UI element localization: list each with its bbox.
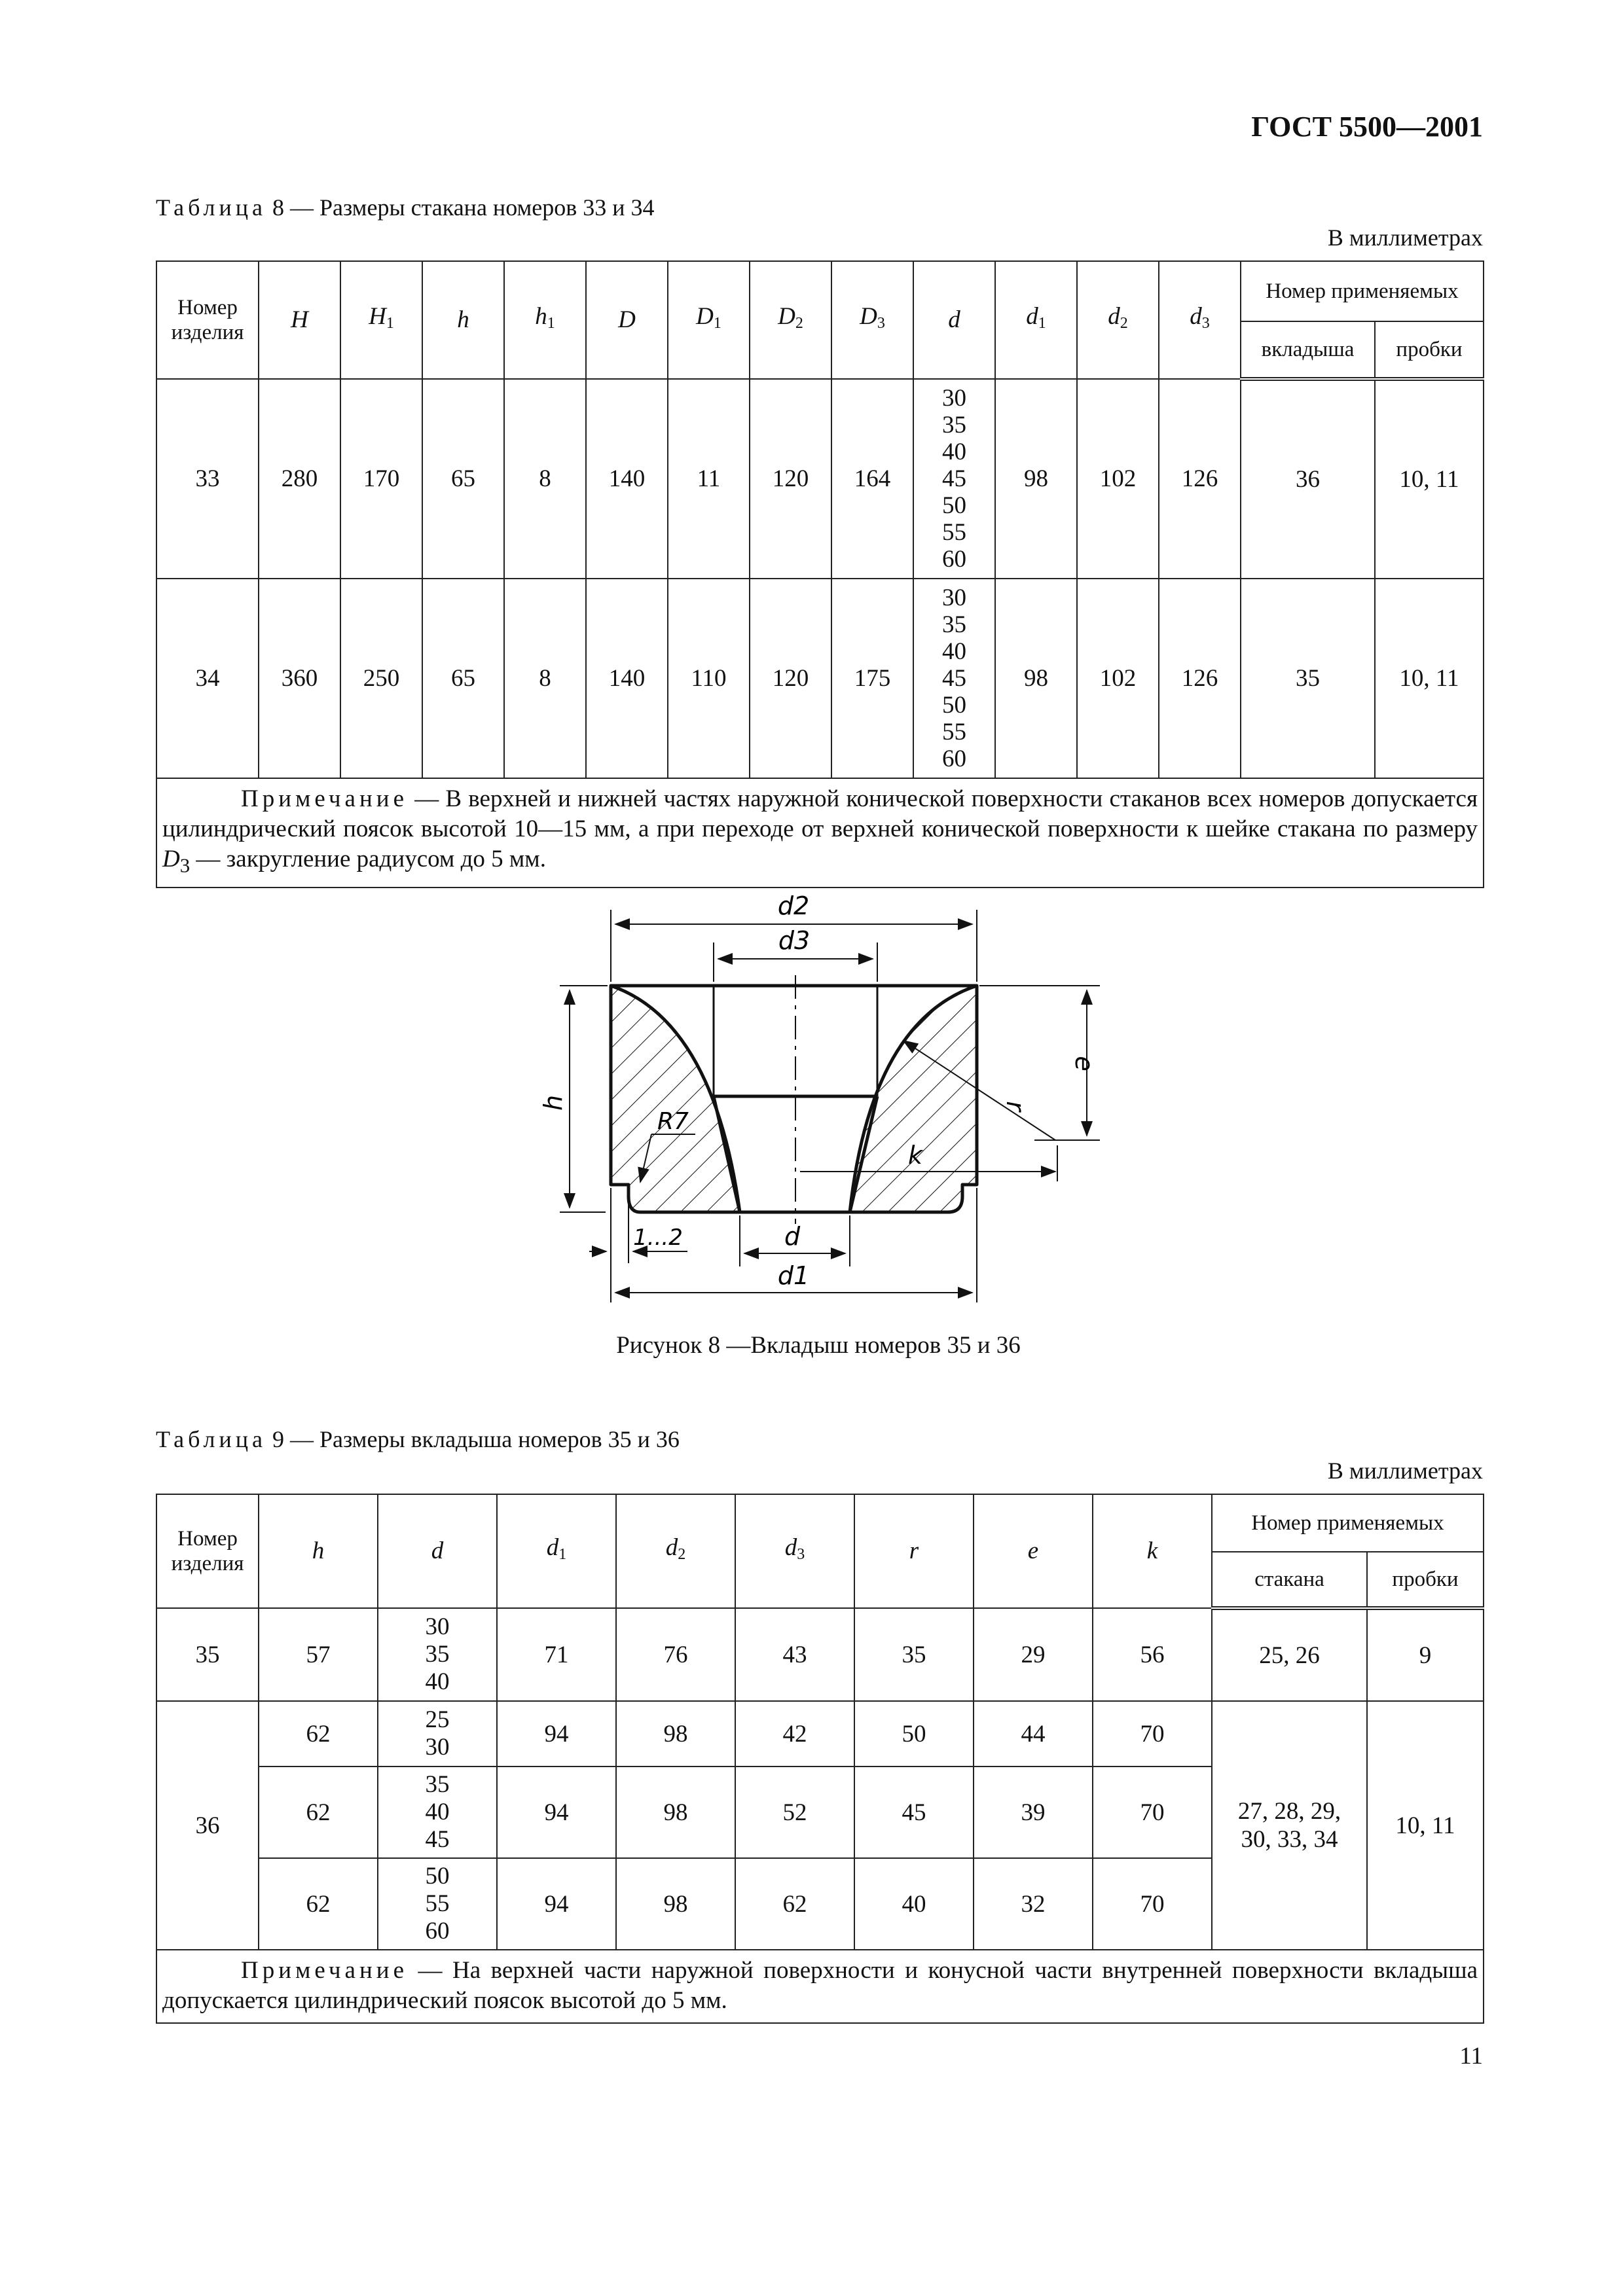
standard-designation: ГОСТ 5500—2001 [1251,111,1483,143]
table8-cell-d3: 126 [1159,379,1241,579]
table8-col-d: d [913,261,995,379]
table9-cell-r: 45 [854,1767,974,1858]
table9-cell-d1: 94 [497,1858,616,1950]
table9-cell-r: 35 [854,1608,974,1701]
table9-col-h: h [259,1494,378,1608]
table9-cell-d3: 43 [735,1608,854,1701]
table9-cell-cup: 25, 26 [1212,1608,1367,1701]
table8-col-applied-group: Номер применяемых [1241,261,1484,321]
table9-cell-k: 70 [1093,1767,1212,1858]
table8-cell-D3: 175 [831,579,913,778]
table8-cell-plug: 10, 11 [1375,579,1484,778]
label-d: d [784,1222,801,1251]
table8-cell-d2: 102 [1077,379,1159,579]
label-d3: d3 [778,926,811,955]
table9-cell-e: 39 [974,1767,1093,1858]
table9-cell-cup: 27, 28, 29, 30, 33, 34 [1212,1701,1367,1950]
table9-cell-d3: 62 [735,1858,854,1950]
table8-col-h1: $h_1$ [504,261,586,379]
table9-cell-plug: 9 [1367,1608,1484,1701]
table9-cell-d3: 52 [735,1767,854,1858]
table9-cell-d2: 76 [616,1608,735,1701]
table8-col-d3: $d_3$ [1159,261,1241,379]
table8-cell-h1: 8 [504,379,586,579]
table8-cell-d: 30 35 40 45 50 55 60 [913,579,995,778]
table9-cell-r: 40 [854,1858,974,1950]
table8-cell-H: 280 [259,379,340,579]
table8-col-insert: вкладыша [1241,321,1375,379]
table9-note-row [156,1950,1484,2023]
table9-cell-d1: 94 [497,1701,616,1767]
table8-cell-h: 65 [422,579,504,778]
table9-col-applied-group: Номер применяемых [1212,1494,1484,1552]
table9-cell-d2: 98 [616,1858,735,1950]
table8-caption-label: Таблица [156,194,266,221]
table-row [156,1608,1484,1701]
table9-col-d3: $d_3$ [735,1494,854,1608]
table8-col-d2: $d_2$ [1077,261,1159,379]
label-gap: 1...2 [633,1225,683,1251]
table8-cell-D2: 120 [750,379,831,579]
table9-col-r: r [854,1494,974,1608]
table9-caption-label: Таблица [156,1426,266,1452]
table9-caption [156,1426,680,1453]
table8-col-d1: $d_1$ [995,261,1077,379]
table9-col-d1: $d_1$ [497,1494,616,1608]
table8-units: В миллиметрах [1327,224,1483,251]
table9-cell-e: 29 [974,1608,1093,1701]
page-number: 11 [1459,2043,1483,2070]
table9-cell-d2: 98 [616,1767,735,1858]
label-h: h [539,1094,568,1111]
table-row [156,1701,1484,1767]
table-row [156,579,1484,778]
table9-cell-d: 30 35 40 [378,1608,497,1701]
left-section [611,986,740,1212]
table9-col-d2: $d_2$ [616,1494,735,1608]
table9-cell-k: 70 [1093,1858,1212,1950]
table9-col-item: Номер изделия [156,1494,259,1608]
table9-cell-d3: 42 [735,1701,854,1767]
table9-cell-plug: 10, 11 [1367,1701,1484,1950]
table8-caption [156,194,655,221]
table9-cell-k: 70 [1093,1701,1212,1767]
table8-cell-D: 140 [586,379,668,579]
table9-col-d: d [378,1494,497,1608]
table8-cell-d3: 126 [1159,579,1241,778]
table9-cell-d: 50 55 60 [378,1858,497,1950]
table9-cell-h: 62 [259,1701,378,1767]
table9-cell-r: 50 [854,1701,974,1767]
table8-col-H1: $H_1$ [340,261,422,379]
table8-cell-D3: 164 [831,379,913,579]
table8-col-item: Номер изделия [156,261,259,379]
table9-cell-d1: 94 [497,1767,616,1858]
figure8-caption: Рисунок 8 —Вкладыш номеров 35 и 36 [616,1332,1021,1359]
table8-cell-h: 65 [422,379,504,579]
table8-cell-H1: 170 [340,379,422,579]
table9-cell-h: 62 [259,1858,378,1950]
figure8-drawing [511,890,1100,1322]
table8-col-D: D [586,261,668,379]
table8-cell-d1: 98 [995,379,1077,579]
table9 [156,1494,1484,2024]
table9-note: Примечание — На верхней части наружной поверхности и конусной части внутренней поверхности вкладыша допускается цилиндрический поясок высотой до 5 мм. [156,1950,1484,2023]
label-d2: d2 [777,891,810,920]
table9-col-plug: пробки [1367,1552,1484,1608]
table9-cell-d2: 98 [616,1701,735,1767]
label-R7: R7 [657,1108,689,1135]
table9-note-label: Примечание [241,1957,408,1984]
table-row [156,379,1484,579]
table9-cell-k: 56 [1093,1608,1212,1701]
table8-col-plug: пробки [1375,321,1484,379]
table8-cell-D1: 11 [668,379,750,579]
table8-cell-d: 30 35 40 45 50 55 60 [913,379,995,579]
table8-cell-d1: 98 [995,579,1077,778]
label-k: k [907,1141,923,1170]
label-r: r [1001,1101,1030,1111]
table9-cell-e: 32 [974,1858,1093,1950]
table8-cell-H: 360 [259,579,340,778]
table8-cell-item: 33 [156,379,259,579]
table9-col-e: e [974,1494,1093,1608]
table8-col-D1: $D_1$ [668,261,750,379]
table9-cell-item: 35 [156,1608,259,1701]
table8-note: Примечание — В верхней и нижней частях наружной конической поверхности стаканов всех номеров допускается цилиндрический поясок высотой 10—15 мм, а при переходе от верхней конической поверхности к шейке стакана по размеру $D_3$ — закругление радиусом до 5 мм. [156,778,1484,888]
table8-cell-h1: 8 [504,579,586,778]
table9-cell-d: 25 30 [378,1701,497,1767]
table9-cell-h: 57 [259,1608,378,1701]
table9-caption-text: 9 — Размеры вкладыша номеров 35 и 36 [272,1426,680,1452]
table9-col-k: k [1093,1494,1212,1608]
table8-cell-D1: 110 [668,579,750,778]
table8-col-D3: $D_3$ [831,261,913,379]
table9-cell-e: 44 [974,1701,1093,1767]
table8-cell-H1: 250 [340,579,422,778]
table8-cell-item: 34 [156,579,259,778]
table8-cell-d2: 102 [1077,579,1159,778]
right-section [850,986,977,1212]
table8 [156,260,1484,888]
table8-col-D2: $D_2$ [750,261,831,379]
table8-caption-text: 8 — Размеры стакана номеров 33 и 34 [272,194,655,221]
table8-cell-D2: 120 [750,579,831,778]
table9-col-cup: стакана [1212,1552,1367,1608]
table8-cell-plug: 10, 11 [1375,379,1484,579]
label-d1: d1 [777,1261,810,1290]
table8-note-row [156,778,1484,888]
table8-col-H: H [259,261,340,379]
table9-cell-d1: 71 [497,1608,616,1701]
table8-note-label: Примечание [241,785,408,812]
table8-cell-insert: 35 [1241,579,1375,778]
table8-col-h: h [422,261,504,379]
table9-cell-h: 62 [259,1767,378,1858]
table8-cell-D: 140 [586,579,668,778]
table8-cell-insert: 36 [1241,379,1375,579]
label-e: e [1070,1056,1099,1071]
table9-cell-item: 36 [156,1701,259,1950]
table9-cell-d: 35 40 45 [378,1767,497,1858]
table9-units: В миллиметрах [1327,1458,1483,1484]
